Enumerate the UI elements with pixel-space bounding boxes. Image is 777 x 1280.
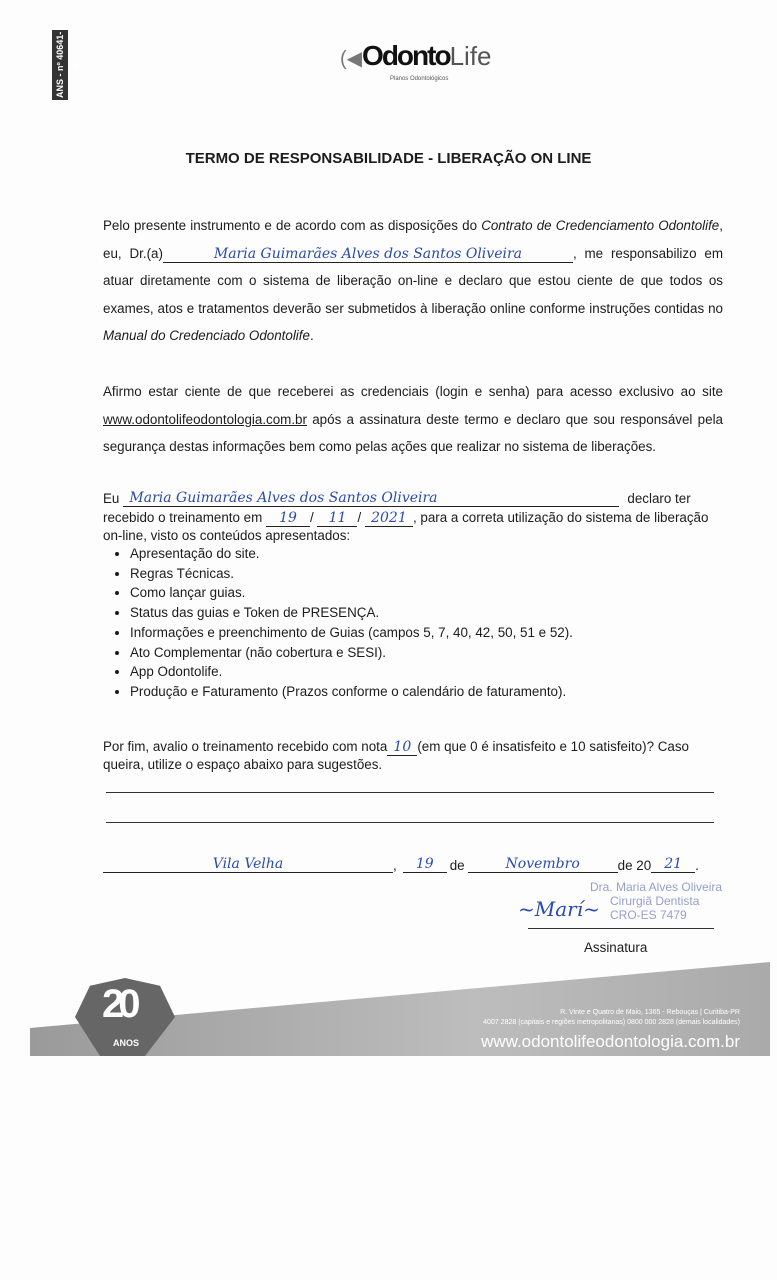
year-field: 21 <box>651 856 695 873</box>
suggestion-line <box>106 792 714 793</box>
paragraph-responsibility: Pelo presente instrumento e de acordo com as disposições do Contrato de Credenciamento Odontolife, eu, Dr.(a) Maria Guimarães Alves dos Santos Oliveira , me responsabilizo em atuar diretamente com o sistema de liberação on-line e declaro que estou ciente de que todos os exames, atos e tratamentos deverão ser submetidos à liberação online conforme instruções contidas no Manual do Credenciado Odontolife. <box>103 218 723 344</box>
city-field: Vila Velha <box>103 856 393 873</box>
topic-item: • Informações e preenchimento de Guias (campos 5, 7, 40, 42, 50, 51 e 52). <box>130 623 713 643</box>
topic-item: • Ato Complementar (não cobertura e SESI). <box>130 643 713 663</box>
paragraph-training: Eu Maria Guimarães Alves dos Santos Oliveira declaro ter recebido o treinamento em 19 / 11 / 2021 , para a correta utilização do sistema de liberação on-line, visto os conteúdos apresentados: • Apresentação do site. • Regras Técnicas. • Como lançar guias. • Status das guias e Token de PRESENÇA. • Informações e preenchimento de Guias (campos 5, 7, 40, 42, 50, 51 e 52). • Ato Complementar (não cobertura e SESI). • App Odontolife. • Produção e Faturamento (Prazos conforme o calendário de faturamento). <box>103 490 713 702</box>
footer-website: www.odontolifeodontologia.com.br <box>481 1032 740 1051</box>
place-date-line: Vila Velha , 19 de Novembro de 20 21 . <box>103 856 699 873</box>
month-field: Novembro <box>468 856 618 873</box>
odontolife-logo: (◀OdontoLife Planos Odontológicos <box>340 40 492 82</box>
manual-reference: Manual do Credenciado Odontolife <box>103 328 310 344</box>
logo-tagline: Planos Odontológicos <box>390 76 449 82</box>
training-day-field: 19 <box>266 510 310 527</box>
paragraph-credentials: Afirmo estar ciente de que receberei as credenciais (login e senha) para acesso exclusivo ao site www.odontolifeodontologia.com.br após a assinatura deste termo e declaro que sou responsável pela segurança destas informações bem como pelas ações que realizar no sistema de liberações. <box>103 384 723 455</box>
signature-line <box>528 928 714 929</box>
signature-label: Assinatura <box>584 940 648 955</box>
website-link: www.odontolifeodontologia.com.br <box>103 411 307 427</box>
rating-score-field: 10 <box>387 739 417 756</box>
topic-item: • App Odontolife. <box>130 662 713 682</box>
training-topics-list <box>103 544 713 702</box>
training-year-field: 2021 <box>365 510 413 527</box>
day-field: 19 <box>403 856 447 873</box>
suggestion-line <box>106 822 714 823</box>
topic-item: • Como lançar guias. <box>130 583 713 603</box>
topic-item: • Apresentação do site. <box>130 544 713 564</box>
footer-contact: R. Vinte e Quatro de Maio, 1365 - Rebouças | Curitiba-PR 4007 2828 (capitais e regiões metropolitanas) 0800 000 2828 (demais localidades) <box>483 1009 740 1026</box>
badge-number: 20 <box>102 982 135 1026</box>
training-month-field: 11 <box>317 510 357 527</box>
dentist-stamp: Dra. Maria Alves Oliveira Cirurgiã Dentista CRO-ES 7479 <box>590 880 723 922</box>
ans-registration-label: ANS - nº 40641-4 <box>52 30 68 100</box>
badge-word: ANOS <box>113 1038 140 1048</box>
document-title: TERMO DE RESPONSABILIDADE - LIBERAÇÃO ON LINE <box>185 150 592 167</box>
footer-banner <box>30 960 770 1060</box>
logo-tooth-icon: (◀ <box>340 48 363 70</box>
handwritten-signature: ~Marí~ <box>518 897 600 921</box>
trainee-name-field: Maria Guimarães Alves dos Santos Oliveira <box>123 490 619 507</box>
dentist-name-field: Maria Guimarães Alves dos Santos Oliveira <box>163 246 573 263</box>
contract-reference: Contrato de Credenciamento Odontolife <box>481 218 720 233</box>
paragraph-rating: Por fim, avalio o treinamento recebido com nota 10 (em que 0 é insatisfeito e 10 satisfeito)? Caso queira, utilize o espaço abaixo para sugestões. <box>103 739 690 772</box>
topic-item: • Produção e Faturamento (Prazos conforme o calendário de faturamento). <box>130 682 713 702</box>
topic-item: • Status das guias e Token de PRESENÇA. <box>130 603 713 623</box>
topic-item: • Regras Técnicas. <box>130 564 713 584</box>
